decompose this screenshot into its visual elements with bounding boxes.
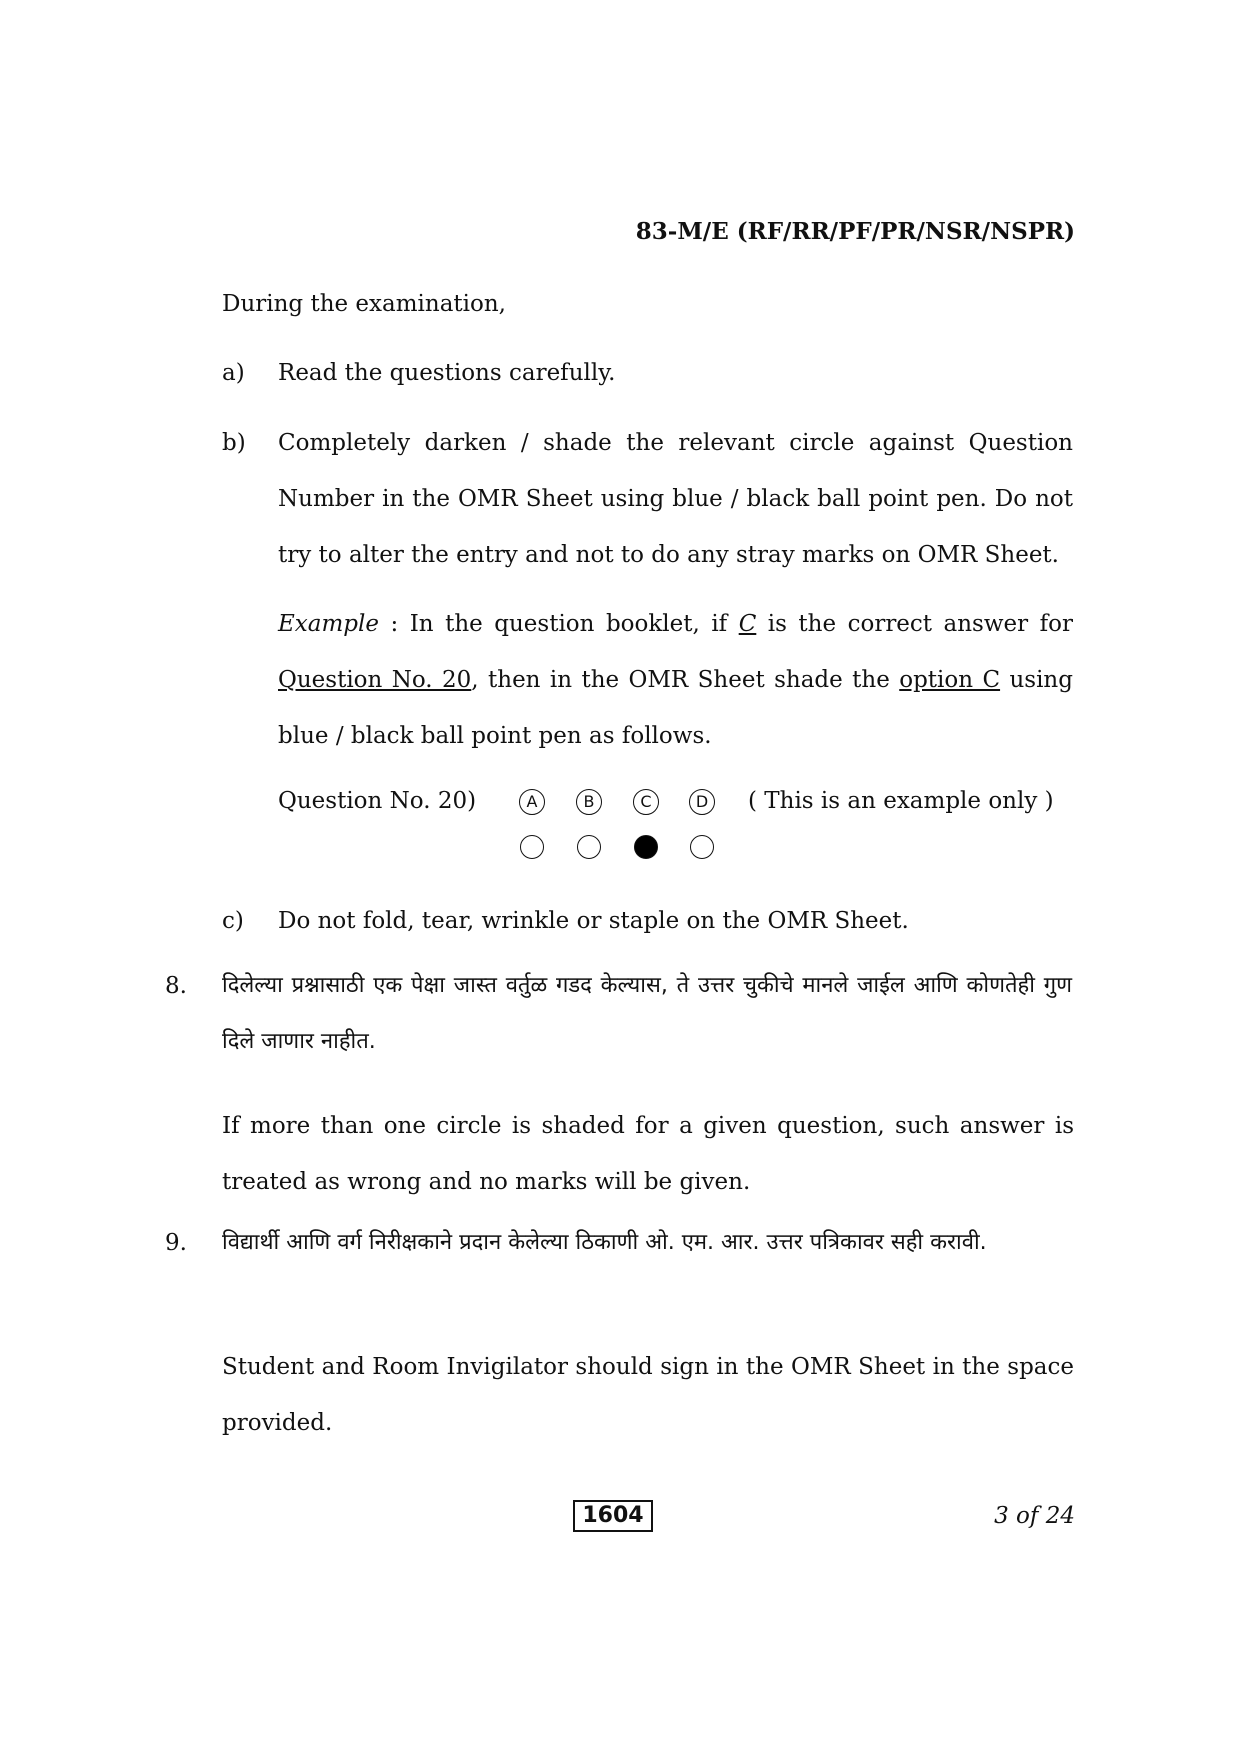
item-b-text: Completely darken / shade the relevant circle against Question Number in the OMR Sheet using blue / black ball point pen. Do not try to alter the entry and not to do any stray marks on OMR Sheet. bbox=[278, 430, 1073, 568]
footer-code-box: 1604 bbox=[573, 1500, 653, 1532]
option-c-bubble-shaded bbox=[634, 835, 658, 859]
option-d-letter: D bbox=[689, 789, 715, 815]
example-question-ref: Question No. 20 bbox=[278, 667, 472, 693]
item-b-marker: b) bbox=[222, 430, 246, 456]
example-note: ( This is an example only ) bbox=[748, 788, 1054, 814]
example-part2: is the correct answer for bbox=[756, 611, 1073, 637]
example-option-ref: option C bbox=[899, 667, 1001, 693]
rule-8-english: If more than one circle is shaded for a given question, such answer is treated as wrong and no marks will be given. bbox=[222, 1113, 1074, 1195]
rule-9-marathi: विद्यार्थी आणि वर्ग निरीक्षकाने प्रदान केलेल्या ठिकाणी ओ. एम. आर. उत्तर पत्रिकावर सही करावी. bbox=[222, 1230, 987, 1255]
paper-code: 83-M/E (RF/RR/PF/PR/NSR/NSPR) bbox=[635, 218, 1075, 245]
option-b-letter: B bbox=[576, 789, 602, 815]
item-c-marker: c) bbox=[222, 908, 244, 934]
item-a-marker: a) bbox=[222, 360, 245, 386]
example-part1: : In the question booklet, if bbox=[378, 611, 739, 637]
item-a-text: Read the questions carefully. bbox=[278, 360, 616, 386]
example-answer: C bbox=[738, 611, 757, 637]
option-d-bubble bbox=[690, 835, 714, 859]
rule-9-number: 9. bbox=[165, 1230, 187, 1256]
item-c-text: Do not fold, tear, wrinkle or staple on the OMR Sheet. bbox=[278, 908, 909, 934]
intro-text: During the examination, bbox=[222, 291, 506, 317]
page-number: 3 of 24 bbox=[994, 1503, 1075, 1529]
option-b-bubble bbox=[577, 835, 601, 859]
rule-9-english: Student and Room Invigilator should sign in the OMR Sheet in the space provided. bbox=[222, 1354, 1074, 1436]
rule-8-marathi: दिलेल्या प्रश्नासाठी एक पेक्षा जास्त वर्तुळ गडद केल्यास, ते उत्तर चुकीचे मानले जाईल आणि कोणतेही गुण दिले जाणार नाहीत. bbox=[222, 973, 1072, 1054]
rule-8-number: 8. bbox=[165, 973, 187, 999]
example-row-label: Question No. 20) bbox=[278, 788, 477, 814]
option-a-letter: A bbox=[519, 789, 545, 815]
example-part3: , then in the OMR Sheet shade the bbox=[471, 667, 900, 693]
option-a-bubble bbox=[520, 835, 544, 859]
example-paragraph bbox=[278, 596, 1073, 764]
example-label: Example bbox=[278, 611, 379, 637]
example-part4: using blue / black ball point pen as follows. bbox=[278, 667, 1073, 749]
option-c-letter: C bbox=[633, 789, 659, 815]
